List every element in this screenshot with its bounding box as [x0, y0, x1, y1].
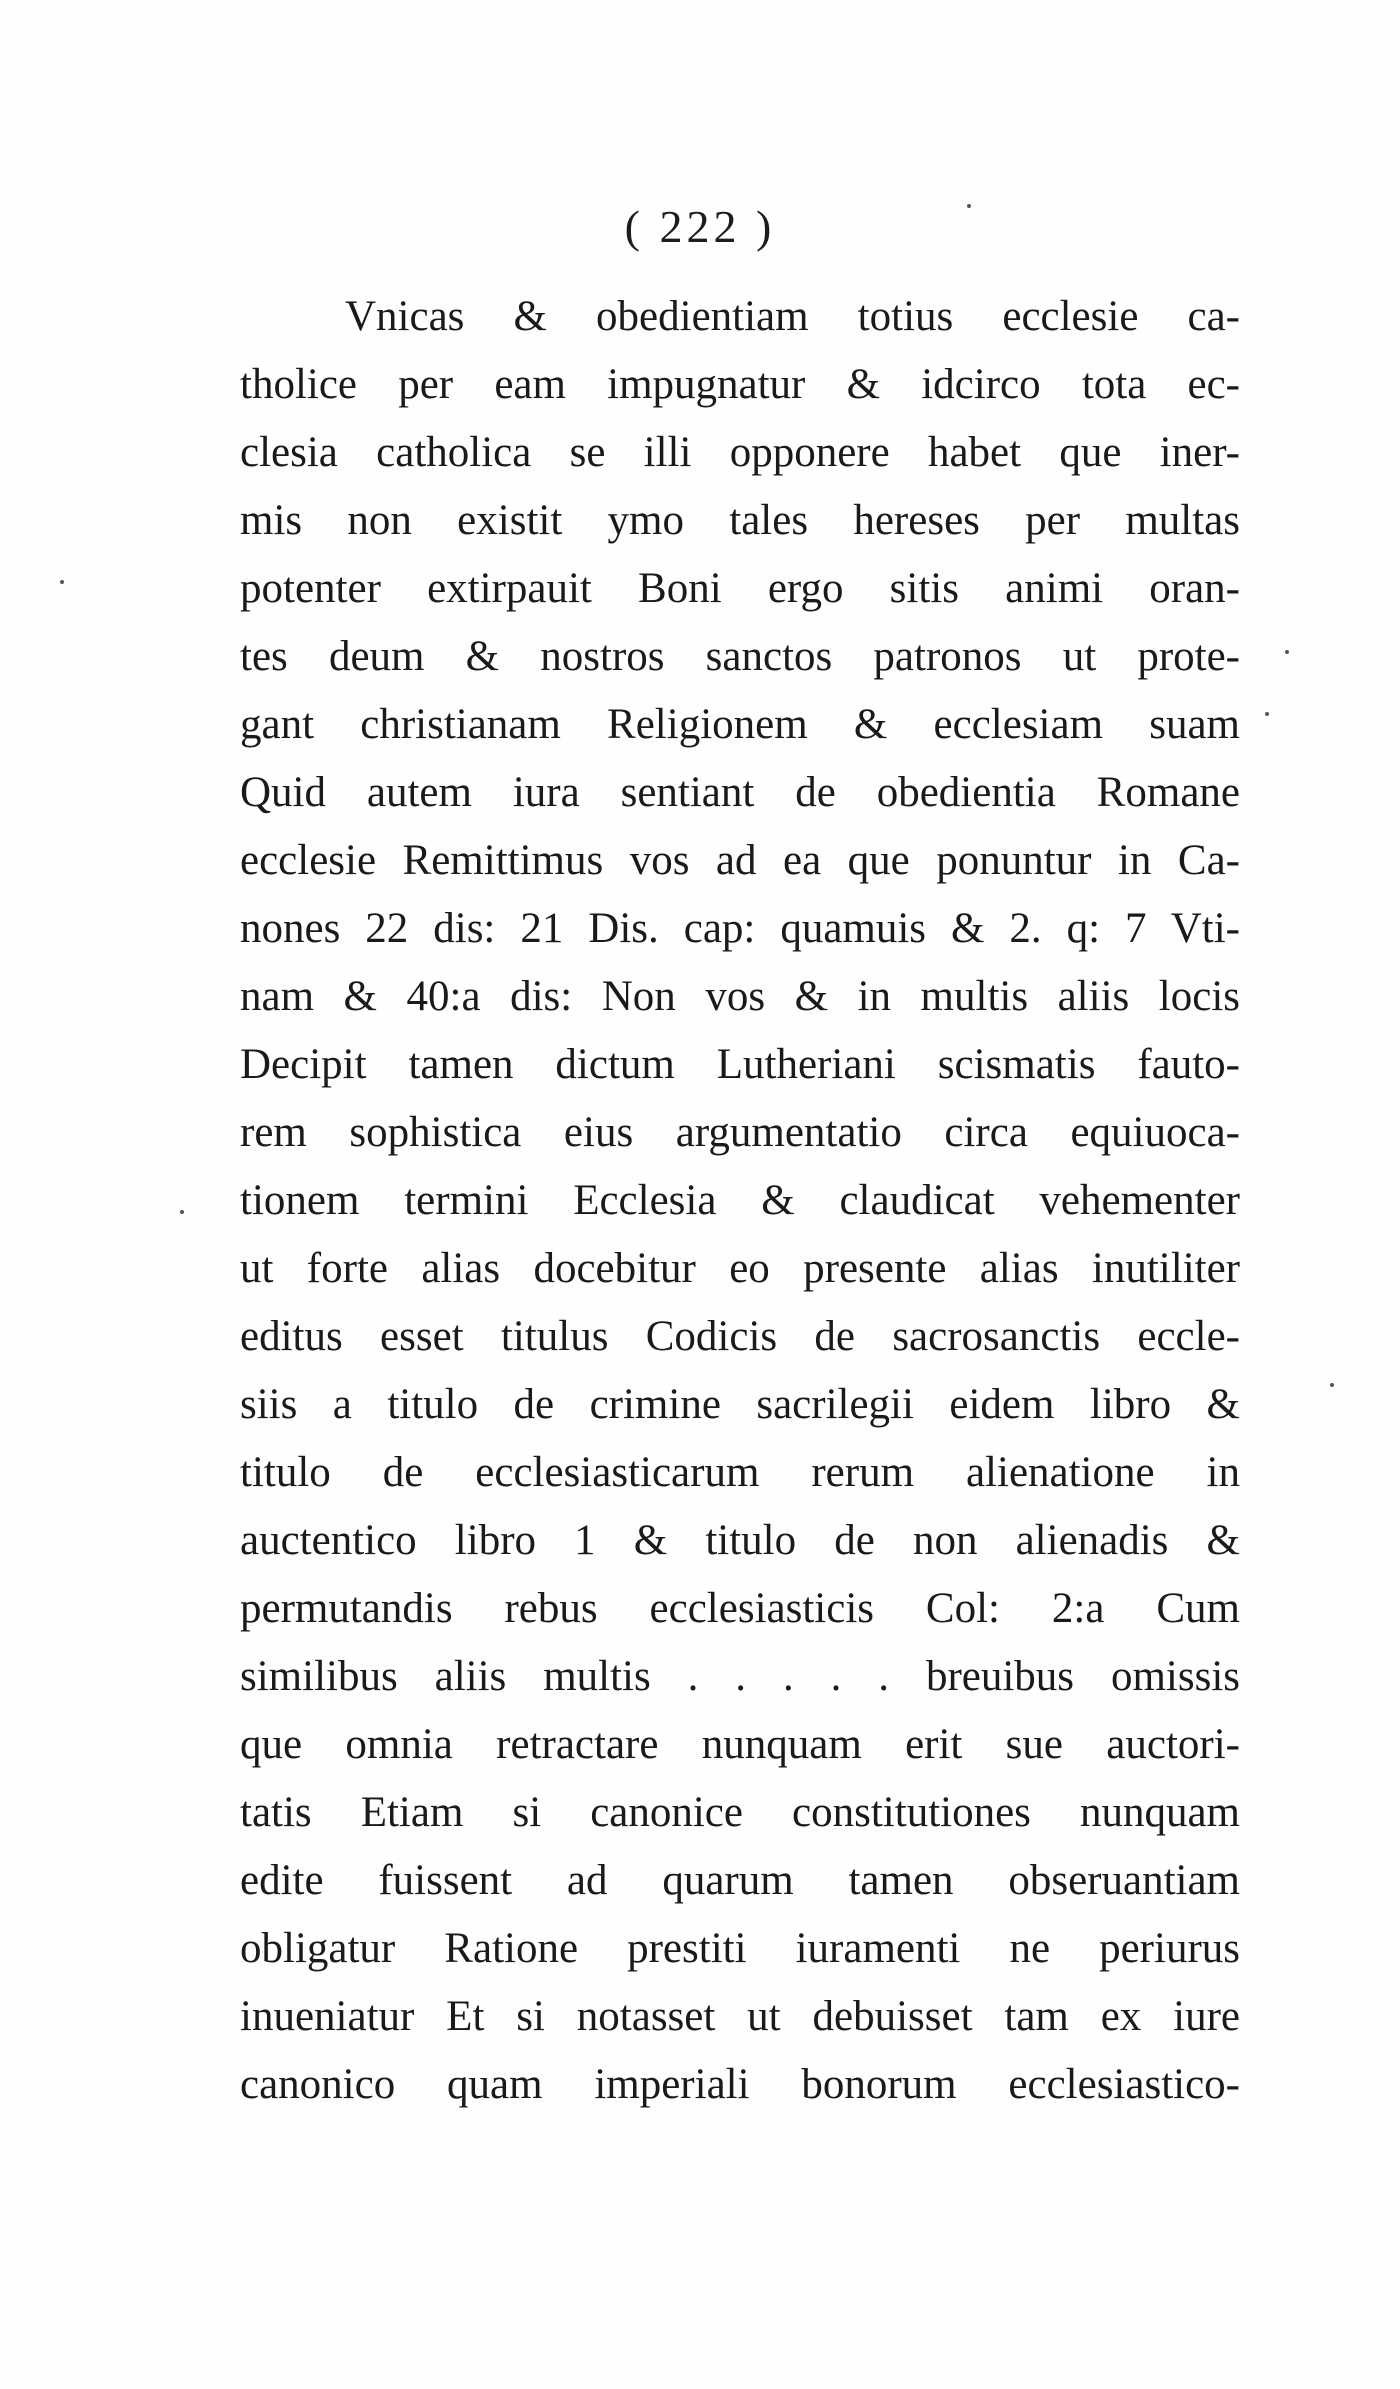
- text-line: permutandis rebus ecclesiasticis Col: 2:a Cum: [240, 1585, 1240, 1632]
- text-line: editus esset titulus Codicis de sacrosanctis eccle-: [240, 1313, 1240, 1360]
- text-line: ecclesie Remittimus vos ad ea que ponuntur in Ca-: [240, 837, 1240, 884]
- text-line: obligatur Ratione prestiti iuramenti ne periurus: [240, 1925, 1240, 1972]
- text-line: Quid autem iura sentiant de obedientia Romane: [240, 769, 1240, 816]
- text-line: gant christianam Religionem & ecclesiam suam: [240, 701, 1240, 748]
- text-line: nam & 40:a dis: Non vos & in multis aliis locis: [240, 973, 1240, 1020]
- text-line: auctentico libro 1 & titulo de non alienadis &: [240, 1517, 1240, 1564]
- ink-speck: [967, 204, 971, 208]
- page-number: ( 222 ): [624, 201, 776, 252]
- text-line: similibus aliis multis . . . . . breuibus omissis: [240, 1653, 1240, 1700]
- text-line: tes deum & nostros sanctos patronos ut prote-: [240, 633, 1240, 680]
- text-line: titulo de ecclesiasticarum rerum alienatione in: [240, 1449, 1240, 1496]
- text-line: Vnicas & obedientiam totius ecclesie ca-: [345, 293, 1240, 340]
- text-line: nones 22 dis: 21 Dis. cap: quamuis & 2. q: 7 Vti-: [240, 905, 1240, 952]
- text-line: Decipit tamen dictum Lutheriani scismatis fauto-: [240, 1041, 1240, 1088]
- text-line: rem sophistica eius argumentatio circa equiuoca-: [240, 1109, 1240, 1156]
- ink-speck: [1285, 650, 1289, 654]
- text-line: clesia catholica se illi opponere habet que iner-: [240, 429, 1240, 476]
- text-line: tionem termini Ecclesia & claudicat vehementer: [240, 1177, 1240, 1224]
- text-line: que omnia retractare nunquam erit sue auctori-: [240, 1721, 1240, 1768]
- ink-speck: [1330, 1383, 1334, 1387]
- text-line: canonico quam imperiali bonorum ecclesiastico-: [240, 2061, 1240, 2108]
- text-line: ut forte alias docebitur eo presente alias inutiliter: [240, 1245, 1240, 1292]
- text-line: inueniatur Et si notasset ut debuisset tam ex iure: [240, 1993, 1240, 2040]
- text-line: siis a titulo de crimine sacrilegii eidem libro &: [240, 1381, 1240, 1428]
- text-line: edite fuissent ad quarum tamen obseruantiam: [240, 1857, 1240, 1904]
- body-text: [240, 283, 1240, 2119]
- ink-speck: [1265, 712, 1269, 716]
- ink-speck: [180, 1210, 184, 1214]
- text-line: potenter extirpauit Boni ergo sitis animi oran-: [240, 565, 1240, 612]
- ink-speck: [60, 580, 64, 584]
- text-line: tholice per eam impugnatur & idcirco tota ec-: [240, 361, 1240, 408]
- text-line: mis non existit ymo tales hereses per multas: [240, 497, 1240, 544]
- text-line: tatis Etiam si canonice constitutiones nunquam: [240, 1789, 1240, 1836]
